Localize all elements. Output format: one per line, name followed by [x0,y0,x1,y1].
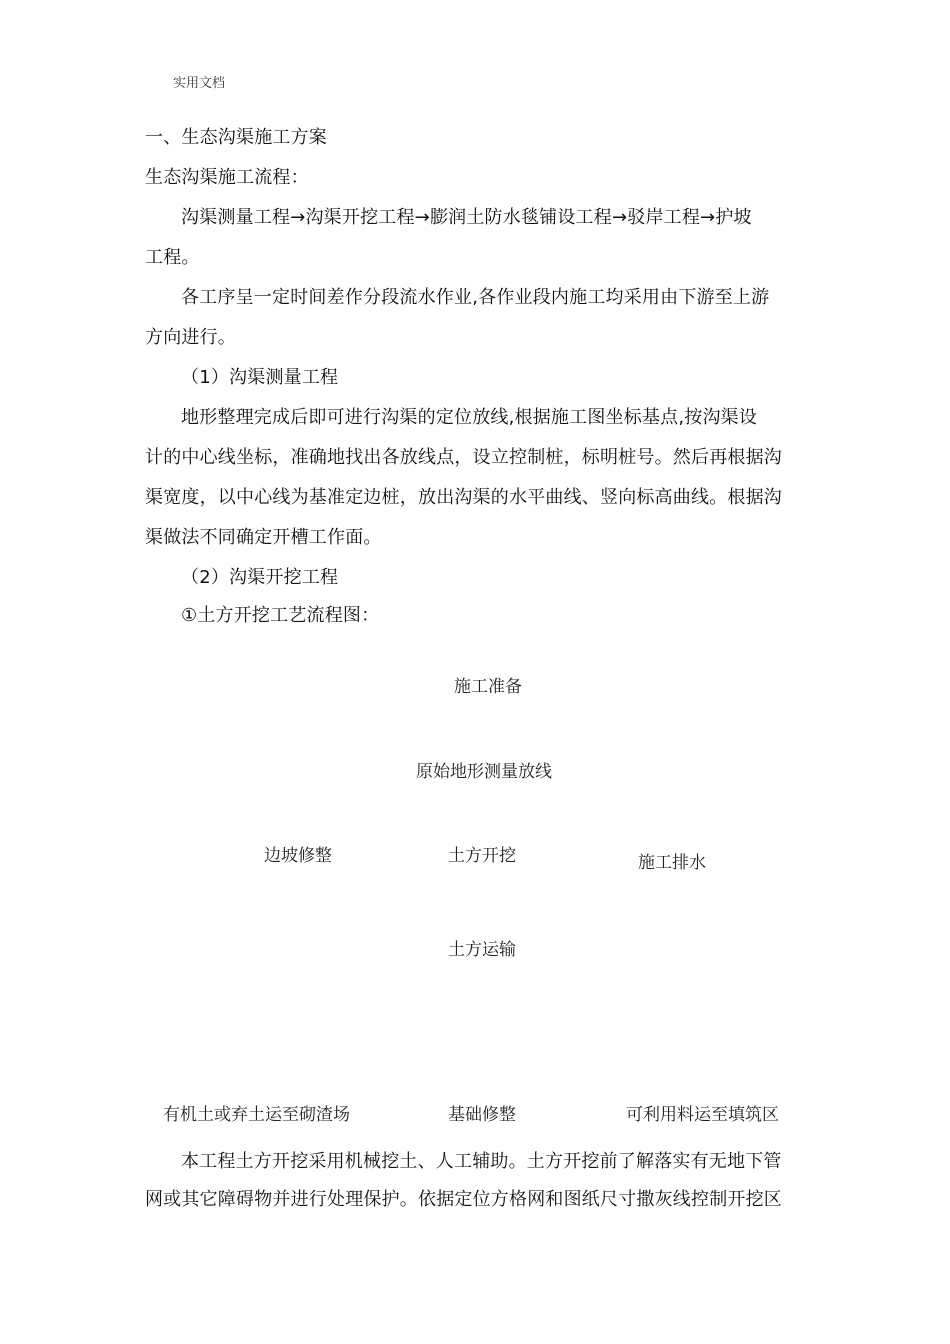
paragraph-line: 地形整理完成后即可进行沟渠的定位放线,根据施工图坐标基点,按沟渠设 [181,407,758,428]
flow-step-excavate: 土方开挖 [448,846,516,866]
list-item: ①土方开挖工艺流程图： [181,605,380,626]
paragraph-line: 本工程土方开挖采用机械挖土、人工辅助。土方开挖前了解落实有无地下管 [181,1151,782,1172]
flow-step-survey: 原始地形测量放线 [416,762,552,782]
flow-step-drainage: 施工排水 [638,853,706,873]
paragraph-line: 计的中心线坐标，准确地找出各放线点，设立控制桩，标明桩号。然后再根据沟 [145,447,782,468]
flow-step-waste: 有机土或弃土运至砌渣场 [163,1105,350,1125]
paragraph-line: 网或其它障碍物并进行处理保护。依据定位方格网和图纸尺寸撒灰线控制开挖区 [145,1189,782,1210]
subsection-title: （2）沟渠开挖工程 [181,567,339,588]
flow-step-slope: 边坡修整 [264,846,332,866]
paragraph-line: 各工序呈一定时间差作分段流水作业,各作业段内施工均采用由下游至上游 [181,287,770,308]
flow-step-foundation: 基础修整 [448,1105,516,1125]
flow-step-fill: 可利用料运至填筑区 [626,1105,779,1125]
subsection-title: （1）沟渠测量工程 [181,367,339,388]
section-title: 一、生态沟渠施工方案 [145,127,327,148]
paragraph-line: 工程。 [145,247,200,268]
flow-step-prepare: 施工准备 [454,677,522,697]
flow-heading: 生态沟渠施工流程： [145,167,309,188]
paragraph-line: 渠做法不同确定开槽工作面。 [145,527,382,548]
paragraph-line: 方向进行。 [145,327,236,348]
flow-step-transport: 土方运输 [448,940,516,960]
paragraph-line: 沟渠测量工程→沟渠开挖工程→膨润土防水毯铺设工程→驳岸工程→护坡 [181,207,752,228]
page-header: 实用文档 [173,76,226,91]
paragraph-line: 渠宽度，以中心线为基准定边桩，放出沟渠的水平曲线、竖向标高曲线。根据沟 [145,487,782,508]
